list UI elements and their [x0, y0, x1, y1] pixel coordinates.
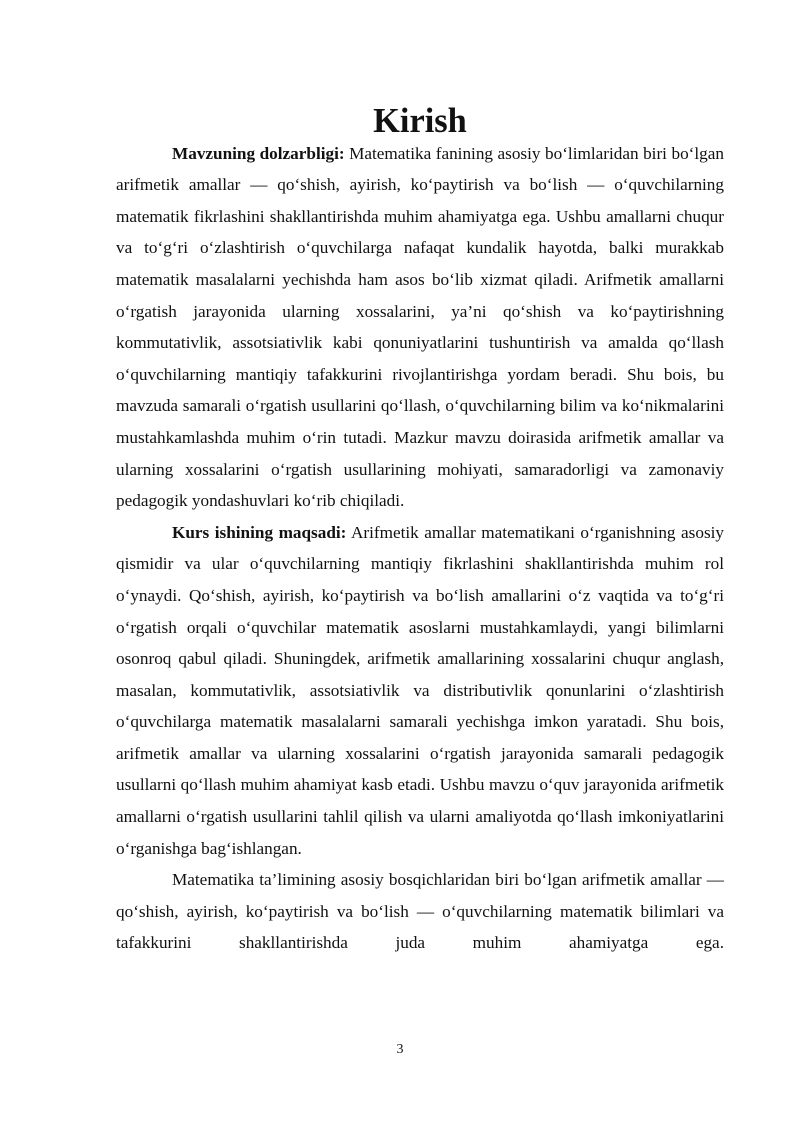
paragraph-text-goal: Arifmetik amallar matematikani o‘rganishning asosiy qismidir va ular o‘quvchilarning mantiqiy fikrlashini shakllantirishda muhim rol o‘ynaydi. Qo‘shish, ayirish, ko‘paytirish va bo‘lish amallarini o‘z vaqtida va to‘g‘ri o‘rgatish orqali o‘quvchilar matematik asoslarni mustahkamlaydi, yangi bilimlarni osonroq qabul qiladi. Shuningdek, arifmetik amallarining xossalarini chuqur anglash, masalan, kommutativlik, assotsiativlik va distributivlik qonunlarini o‘zlashtirish o‘quvchilarga matematik masalalarni samarali yechishga imkon yaratadi. Shu bois, arifmetik amallar va ularning xossalarini o‘rgatish jarayonida samarali pedagogik usullarni qo‘llash muhim ahamiyat kasb etadi. Ushbu mavzu o‘quv jarayonida arifmetik amallarni o‘rgatish usullarini tahlil qilish va ularni amaliyotda qo‘llash imkoniyatlarini o‘rganishga bag‘ishlangan.	[116, 522, 725, 858]
paragraph-goal	[116, 517, 724, 865]
paragraph-lead-goal: Kurs ishining maqsadi:	[172, 522, 347, 542]
page-number: 3	[396, 1042, 404, 1057]
paragraph-text-intro: Matematika ta’limining asosiy bosqichlaridan biri bo‘lgan arifmetik amallar — qo‘shish, ayirish, ko‘paytirish va bo‘lish — o‘quvchilarning matematik bilimlari va tafakkurini shakllantirishda juda muhim ahamiyatga ega.	[116, 870, 724, 953]
paragraph-relevance	[116, 138, 724, 517]
page-title: Kirish	[373, 102, 467, 140]
paragraph-lead-relevance: Mavzuning dolzarbligi:	[172, 143, 345, 163]
document-body	[116, 102, 725, 959]
paragraph-intro	[116, 864, 724, 959]
paragraph-text-relevance: Matematika fanining asosiy bo‘limlaridan biri bo‘lgan arifmetik amallar — qo‘shish, ayirish, ko‘paytirish va bo‘lish — o‘quvchilarning matematik fikrlashini shakllantirishda muhim ahamiyatga ega. Ushbu amallarni chuqur va to‘g‘ri o‘zlashtirish o‘quvchilarga nafaqat kundalik hayotda, balki murakkab matematik masalalarni yechishda ham asos bo‘lib xizmat qiladi. Arifmetik amallarni o‘rgatish jarayonida ularning xossalarini, ya’ni qo‘shish va ko‘paytirishning kommutativlik, assotsiativlik kabi qonuniyatlarini tushuntirish va amalda qo‘llash o‘quvchilarning mantiqiy tafakkurini rivojlantirishga yordam beradi. Shu bois, bu mavzuda samarali o‘rgatish usullarini qo‘llash, o‘quvchilarning bilim va ko‘nikmalarini mustahkamlashda muhim o‘rin tutadi. Mazkur mavzu doirasida arifmetik amallar va ularning xossalarini o‘rgatish usullarining mohiyati, samaradorligi va zamonaviy pedagogik yondashuvlari ko‘rib chiqiladi.	[116, 143, 724, 511]
